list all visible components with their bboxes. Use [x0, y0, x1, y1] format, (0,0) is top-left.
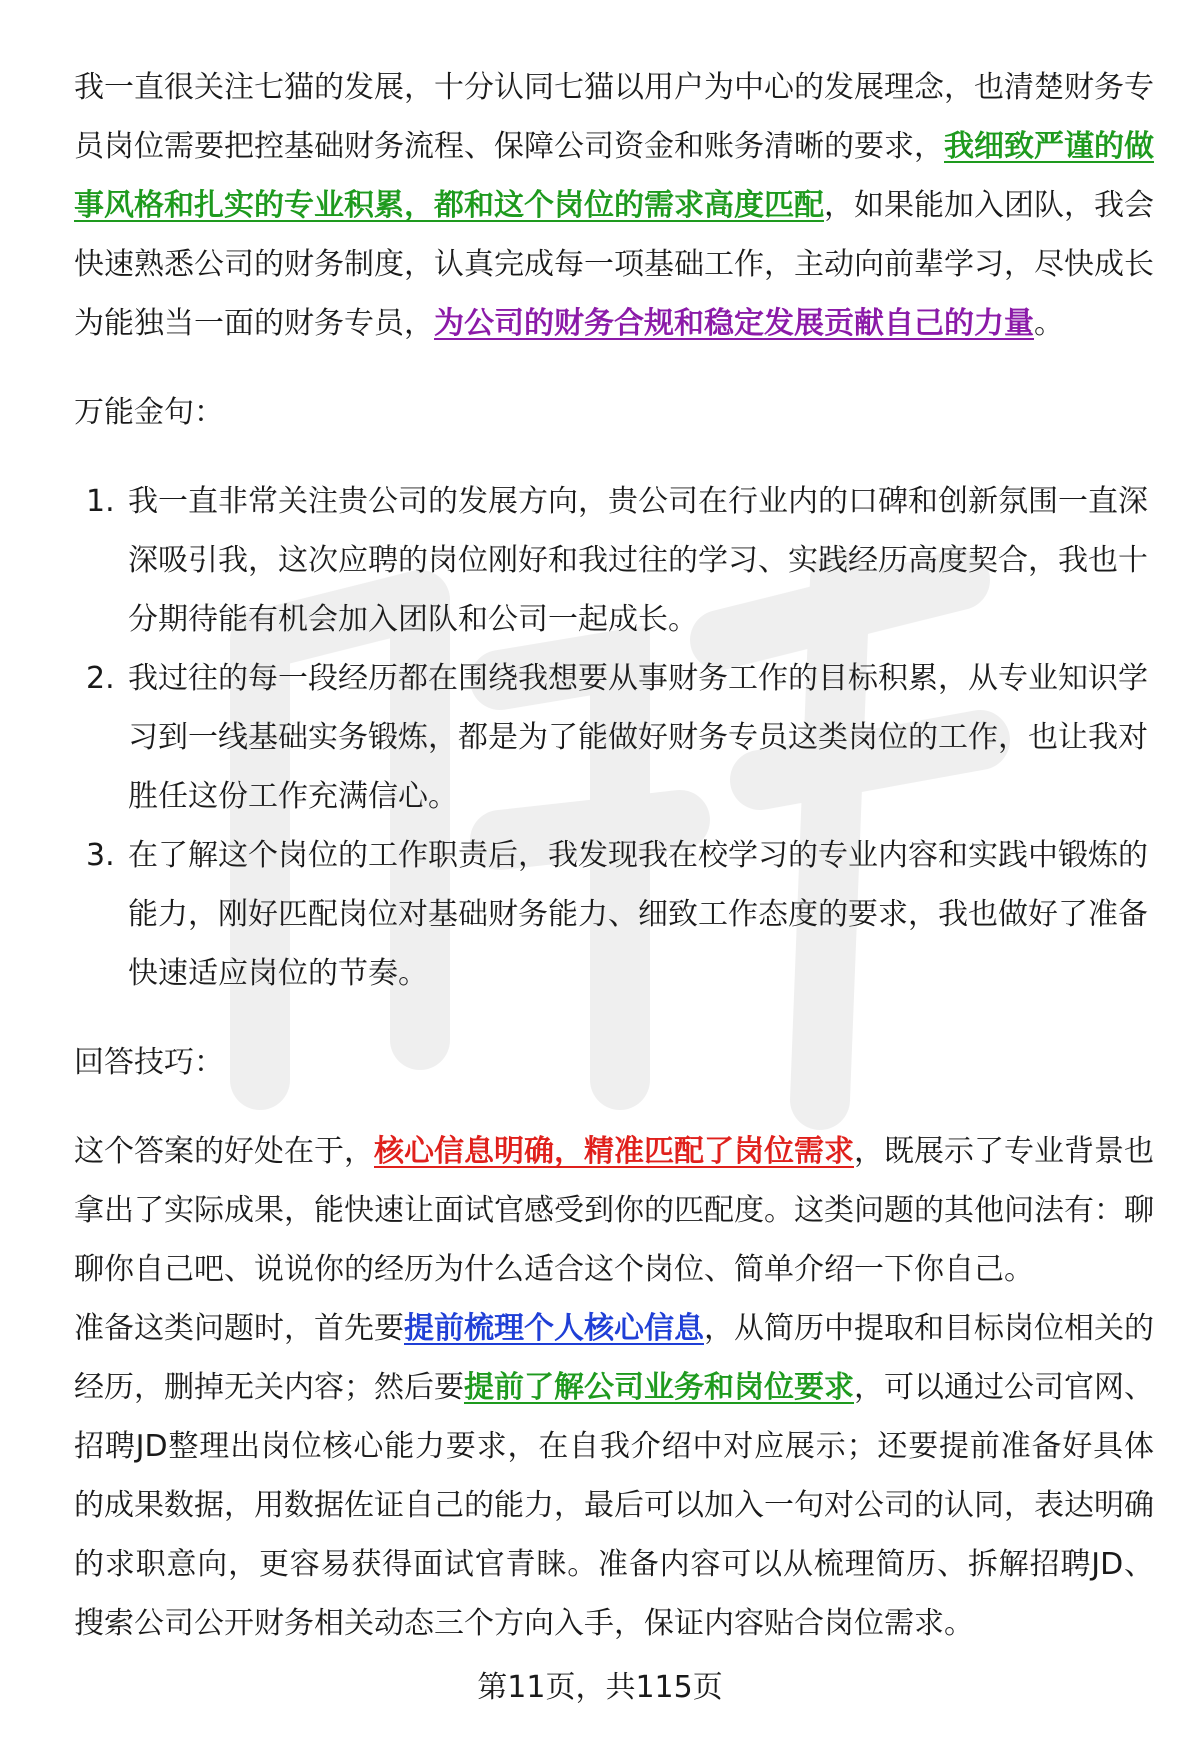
- tips-highlight-blue: 提前梳理个人核心信息: [404, 1311, 704, 1346]
- list-item: [74, 472, 1154, 649]
- tips-text: ，从简历中提取和目标岗位相关的经历，删掉无关内容；然后要: [74, 1311, 1154, 1405]
- answer-tips-label: 回答技巧：: [74, 1045, 224, 1080]
- tips-highlight-red: 核心信息明确，精准匹配了岗位需求: [374, 1134, 854, 1169]
- golden-sentences-label: 万能金句：: [74, 395, 224, 430]
- golden-sentences-list: [74, 472, 1154, 1003]
- page-number-footer: 第11页，共115页: [477, 1670, 723, 1705]
- tips-paragraph-2: [74, 1299, 1154, 1653]
- document-page: [74, 58, 1154, 1653]
- intro-highlight-purple: 为公司的财务合规和稳定发展贡献自己的力量: [434, 306, 1034, 341]
- tips-text: ，可以通过公司官网、招聘JD整理出岗位核心能力要求，在自我介绍中对应展示；还要提前准备好具体的成果数据，用数据佐证自己的能力，最后可以加入一句对公司的认同，表达明确的求职意向，更容易获得面试官青睐。准备内容可以从梳理简历、拆解招聘JD、搜索公司公开财务相关动态三个方向入手，保证内容贴合岗位需求。: [74, 1370, 1154, 1641]
- intro-highlight-green: 我细致严谨的做事风格和扎实的专业积累，都和这个岗位的需求高度匹配: [74, 129, 1154, 223]
- tips-paragraph-1: [74, 1122, 1154, 1299]
- list-item-number: 3.: [86, 838, 115, 873]
- list-item: [74, 649, 1154, 826]
- intro-paragraph: [74, 58, 1154, 353]
- list-item-text: 我过往的每一段经历都在围绕我想要从事财务工作的目标积累，从专业知识学习到一线基础实务锻炼，都是为了能做好财务专员这类岗位的工作，也让我对胜任这份工作充满信心。: [128, 661, 1148, 814]
- intro-text-1: 我一直很关注七猫的发展，十分认同七猫以用户为中心的发展理念，也清楚财务专员岗位需要把控基础财务流程、保障公司资金和账务清晰的要求，: [74, 70, 1154, 164]
- list-item-number: 2.: [86, 661, 115, 696]
- intro-text-2: ，如果能加入团队，我会快速熟悉公司的财务制度，认真完成每一项基础工作，主动向前辈学习，尽快成长为能独当一面的财务专员，: [74, 188, 1154, 341]
- list-item: [74, 826, 1154, 1003]
- tips-text: ，既展示了专业背景也拿出了实际成果，能快速让面试官感受到你的匹配度。这类问题的其他问法有：聊聊你自己吧、说说你的经历为什么适合这个岗位、简单介绍一下你自己。: [74, 1134, 1154, 1287]
- tips-text: 这个答案的好处在于，: [74, 1134, 374, 1169]
- intro-text-3: 。: [1034, 306, 1064, 341]
- tips-text: 准备这类问题时，首先要: [74, 1311, 404, 1346]
- list-item-text: 我一直非常关注贵公司的发展方向，贵公司在行业内的口碑和创新氛围一直深深吸引我，这次应聘的岗位刚好和我过往的学习、实践经历高度契合，我也十分期待能有机会加入团队和公司一起成长。: [128, 484, 1148, 637]
- list-item-text: 在了解这个岗位的工作职责后，我发现我在校学习的专业内容和实践中锻炼的能力，刚好匹配岗位对基础财务能力、细致工作态度的要求，我也做好了准备快速适应岗位的节奏。: [128, 838, 1148, 991]
- tips-highlight-green: 提前了解公司业务和岗位要求: [464, 1370, 854, 1405]
- list-item-number: 1.: [86, 484, 115, 519]
